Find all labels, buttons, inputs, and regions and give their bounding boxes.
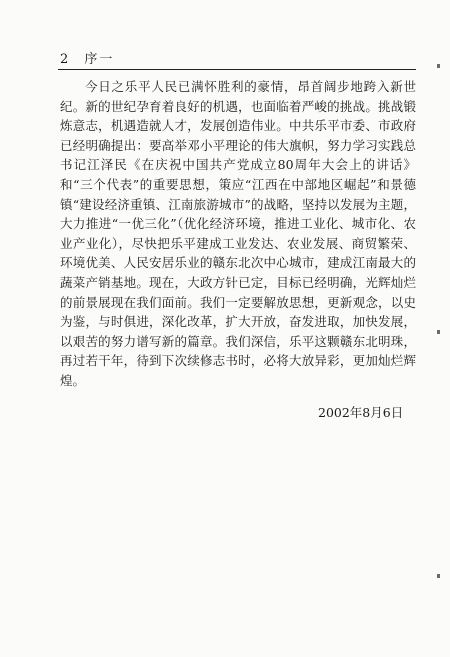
page-number: 2 bbox=[60, 52, 71, 67]
header-rule bbox=[58, 69, 416, 70]
scan-edge-mark bbox=[437, 64, 440, 68]
scan-edge-mark bbox=[437, 574, 440, 578]
running-header bbox=[60, 48, 114, 67]
signature-date: 2002年8月6日 bbox=[318, 405, 404, 420]
section-title: 序一 bbox=[84, 52, 115, 67]
body-paragraph: 今日之乐平人民已满怀胜利的豪情，昂首阔步地跨入新世纪。新的世纪孕育着良好的机遇，也面临着严峻的挑战。挑战锻炼意志，机遇造就人才，发展创造伟业。中共乐平市委、市政府已经明确提出：要高举邓小平理论的伟大旗帜，努力学习实践总书记江泽民《在庆祝中国共产党成立80周年大会上的讲话》和“三个代表”的重要思想，策应“江西在中部地区崛起”和景德镇“建设经济重镇、江南旅游城市”的战略，坚持以发展为主题，大力推进“一优三化”（优化经济环境，推进工业化、城市化、农业产业化），尽快把乐平建成工业发达、农业发展、商贸繁荣、环境优美、人民安居乐业的赣东北次中心城市，建成江南最大的蔬菜产销基地。现在，大政方针已定，目标已经明确，光辉灿烂的前景展现在我们面前。我们一定要解放思想，更新观念，以史为鉴，与时俱进，深化改革，扩大开放，奋发进取，加快发展，以艰苦的努力谱写新的篇章。我们深信，乐平这颗赣东北明珠，再过若干年，待到下次续修志书时，必将大放异彩，更加灿烂辉煌。 bbox=[60, 79, 416, 388]
scan-edge-mark bbox=[437, 330, 440, 334]
